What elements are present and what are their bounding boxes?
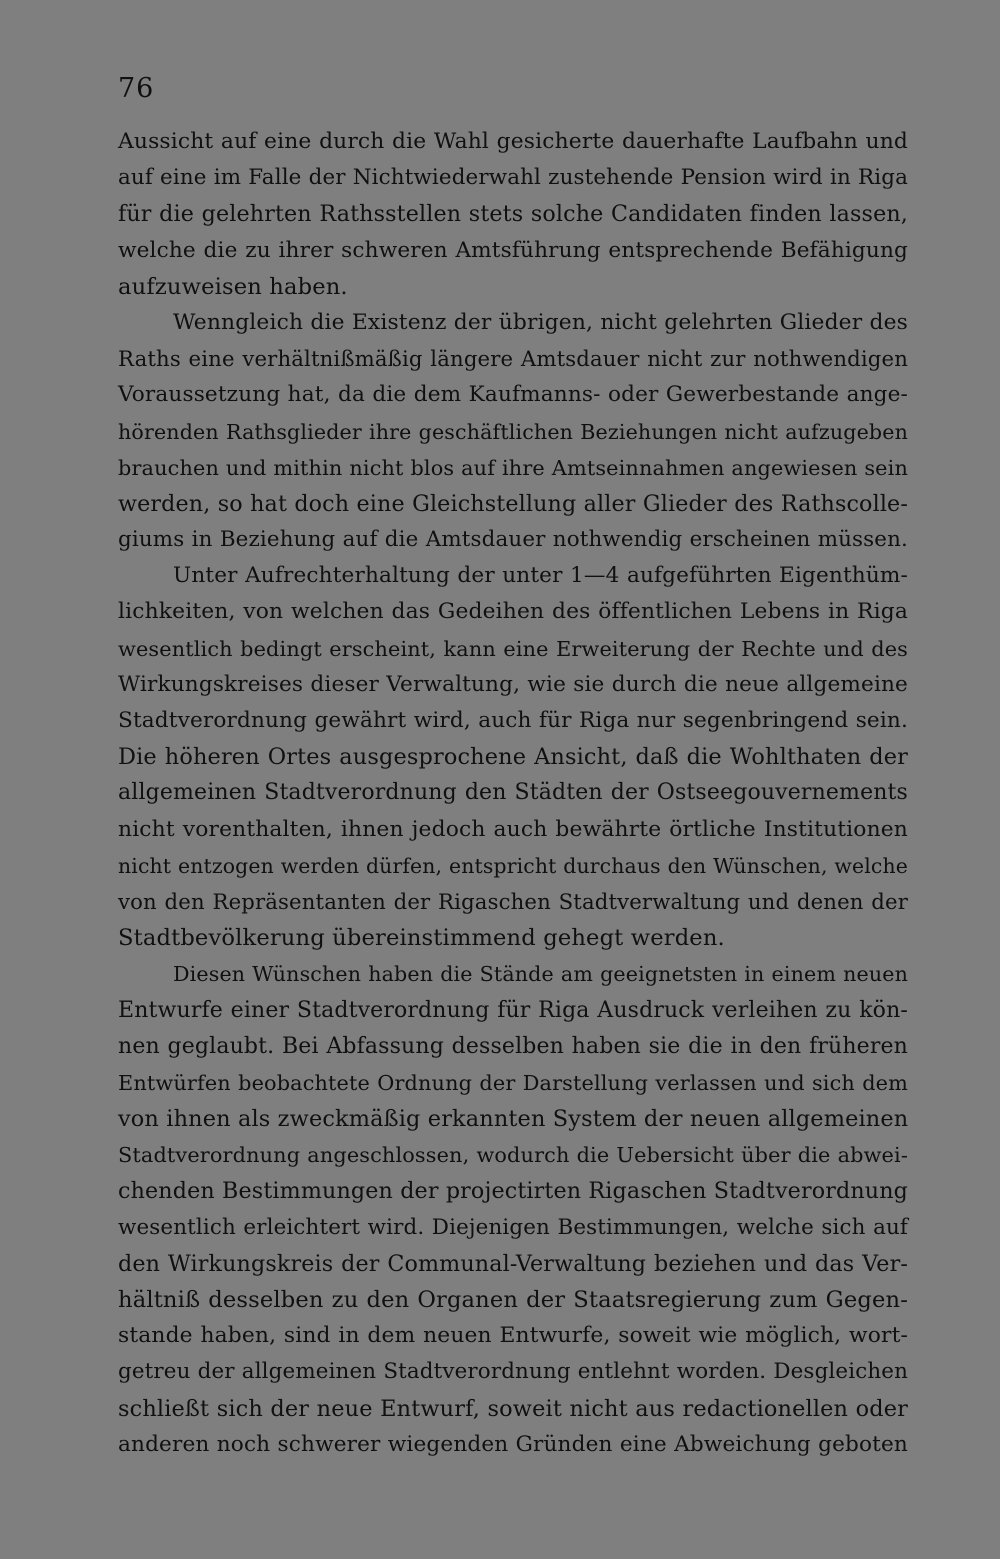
text-line: lichkeiten, von welchen das Gedeihen des öffentlichen Lebens in Riga [118, 599, 908, 625]
text-line: Voraussetzung hat, da die dem Kaufmanns- oder Gewerbestande ange- [118, 382, 908, 408]
text-line: aufzuweisen haben. [118, 273, 348, 300]
text-line: welche die zu ihrer schweren Amtsführung entsprechende Befähigung [118, 237, 908, 263]
text-line: wesentlich bedingt erscheint, kann eine Erweiterung der Rechte und des [118, 636, 908, 661]
text-line: wesentlich erleichtert wird. Diejenigen Bestimmungen, welche sich auf [118, 1214, 908, 1240]
paragraph-start-line: Diesen Wünschen haben die Stände am geeignetsten in einem neuen [173, 962, 908, 987]
paragraph-start-line: Unter Aufrechterhaltung der unter 1—4 aufgeführten Eigenthüm- [173, 563, 908, 589]
text-line: Aussicht auf eine durch die Wahl gesicherte dauerhafte Laufbahn und [118, 129, 908, 154]
text-line: stande haben, sind in dem neuen Entwurfe, soweit wie möglich, wort- [118, 1323, 908, 1349]
text-line: getreu der allgemeinen Stadtverordnung entlehnt worden. Desgleichen [118, 1359, 908, 1385]
body-text [118, 124, 908, 1463]
text-line: Entwurfe einer Stadtverordnung für Riga Ausdruck verleihen zu kön- [118, 997, 908, 1023]
text-line: nicht vorenthalten, ihnen jedoch auch bewährte örtliche Institutionen [118, 816, 908, 842]
text-line: nen geglaubt. Bei Abfassung desselben haben sie die in den früheren [118, 1033, 908, 1059]
page-number: 76 [118, 73, 155, 104]
text-line: giums in Beziehung auf die Amtsdauer nothwendig erscheinen müssen. [118, 527, 908, 553]
text-line: Entwürfen beobachtete Ordnung der Darstellung verlassen und sich dem [118, 1070, 908, 1095]
text-line: Raths eine verhältnißmäßig längere Amtsdauer nicht zur nothwendigen [118, 346, 908, 372]
text-line: auf eine im Falle der Nichtwiederwahl zustehende Pension wird in Riga [118, 165, 908, 191]
text-line: hörenden Rathsglieder ihre geschäftlichen Beziehungen nicht aufzugeben [118, 419, 908, 444]
text-line: von den Repräsentanten der Rigaschen Stadtverwaltung und denen der [118, 888, 908, 914]
text-line: Stadtbevölkerung übereinstimmend gehegt werden. [118, 925, 725, 952]
text-line: für die gelehrten Rathsstellen stets solche Candidaten finden lassen, [118, 201, 908, 228]
text-line: Wirkungskreises dieser Verwaltung, wie sie durch die neue allgemeine [118, 671, 908, 697]
text-line: den Wirkungskreis der Communal-Verwaltung beziehen und das Ver- [118, 1250, 908, 1277]
text-line: allgemeinen Stadtverordnung den Städten der Ostseegouvernements [118, 780, 908, 806]
text-line: nicht entzogen werden dürfen, entspricht durchaus den Wünschen, welche [118, 853, 908, 878]
text-line: anderen noch schwerer wiegenden Gründen eine Abweichung geboten [118, 1431, 908, 1457]
text-line: Stadtverordnung angeschlossen, wodurch die Uebersicht über die abwei- [118, 1143, 908, 1168]
text-line: hältniß desselben zu den Organen der Staatsregierung zum Gegen- [118, 1287, 908, 1313]
text-line: werden, so hat doch eine Gleichstellung aller Glieder des Rathscolle- [118, 490, 908, 517]
text-line: Stadtverordnung gewährt wird, auch für Riga nur segenbringend sein. [118, 708, 908, 733]
text-line: Die höheren Ortes ausgesprochene Ansicht, daß die Wohlthaten der [118, 744, 908, 771]
text-line: chenden Bestimmungen der projectirten Rigaschen Stadtverordnung [118, 1178, 908, 1205]
text-line: schließt sich der neue Entwurf, soweit nicht aus redactionellen oder [118, 1395, 908, 1422]
text-line: brauchen und mithin nicht blos auf ihre Amtseinnahmen angewiesen sein [118, 455, 908, 480]
text-line: von ihnen als zweckmäßig erkannten System der neuen allgemeinen [118, 1106, 909, 1133]
paragraph-start-line: Wenngleich die Existenz der übrigen, nicht gelehrten Glieder des [173, 309, 908, 335]
